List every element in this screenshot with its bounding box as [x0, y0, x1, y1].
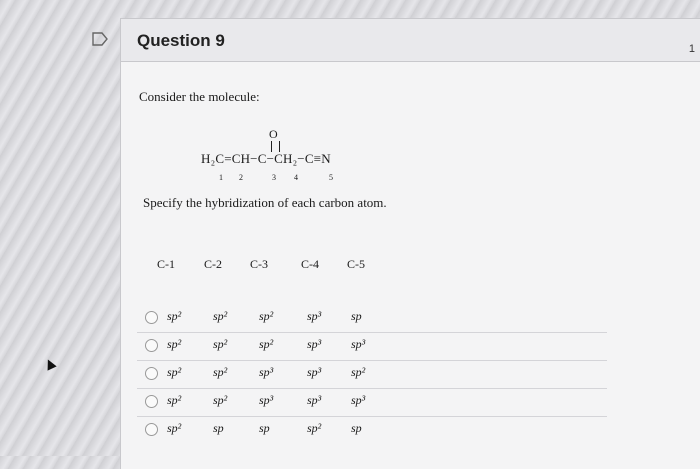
question-instruction: Specify the hybridization of each carbon atom. — [143, 195, 387, 210]
radio-button[interactable] — [145, 423, 158, 436]
answer-column-headers — [121, 257, 700, 273]
carbon-number: 5 — [329, 173, 333, 182]
carbon-number: 2 — [239, 173, 243, 182]
question-prompt: Consider the molecule: — [139, 89, 260, 104]
option-cell: sp² — [167, 393, 182, 407]
option-cell: sp² — [213, 393, 228, 407]
option-cell: sp — [351, 309, 362, 323]
option-cell: sp³ — [259, 365, 274, 379]
answer-option[interactable] — [137, 389, 607, 417]
option-cell: sp — [259, 421, 270, 435]
answer-option[interactable] — [137, 417, 607, 444]
option-cell: sp² — [167, 309, 182, 323]
option-cell: sp² — [259, 309, 274, 323]
column-header-c5: C-5 — [347, 257, 365, 271]
option-cell: sp³ — [351, 393, 366, 407]
radio-button[interactable] — [145, 311, 158, 324]
question-points: 1 — [688, 43, 695, 55]
radio-button[interactable] — [145, 339, 158, 352]
column-header-c1: C-1 — [157, 257, 175, 271]
option-cell: sp² — [351, 365, 366, 379]
option-cell: sp² — [167, 365, 182, 379]
carbon-number: 4 — [294, 173, 298, 182]
option-cell: sp³ — [307, 365, 322, 379]
column-header-c3: C-3 — [250, 257, 268, 271]
flag-icon[interactable] — [92, 32, 108, 46]
option-cell: sp² — [213, 337, 228, 351]
option-cell: sp² — [167, 337, 182, 351]
option-cell: sp² — [167, 421, 182, 435]
option-cell: sp — [351, 421, 362, 435]
oxygen-atom: O — [269, 127, 278, 141]
option-cell: sp² — [213, 309, 228, 323]
answer-option[interactable] — [137, 333, 607, 361]
mouse-cursor-icon — [43, 357, 56, 370]
question-title: Question 9 — [137, 31, 225, 50]
option-cell: sp³ — [259, 393, 274, 407]
question-card — [120, 18, 700, 469]
molecule-formula: H₂C=CH−C−CH₂−C≡N — [201, 151, 331, 166]
column-header-c2: C-2 — [204, 257, 222, 271]
answer-option[interactable] — [137, 361, 607, 389]
answer-option[interactable] — [137, 305, 607, 333]
molecule-structure — [201, 127, 411, 187]
option-cell: sp² — [259, 337, 274, 351]
radio-button[interactable] — [145, 395, 158, 408]
option-cell: sp² — [213, 365, 228, 379]
radio-button[interactable] — [145, 367, 158, 380]
carbon-number: 3 — [272, 173, 276, 182]
option-cell: sp³ — [307, 393, 322, 407]
question-header — [121, 19, 700, 62]
option-cell: sp — [213, 421, 224, 435]
carbon-number: 1 — [219, 173, 223, 182]
answer-options — [137, 305, 607, 444]
option-cell: sp² — [307, 421, 322, 435]
option-cell: sp³ — [351, 337, 366, 351]
column-header-c4: C-4 — [301, 257, 319, 271]
option-cell: sp³ — [307, 309, 322, 323]
option-cell: sp³ — [307, 337, 322, 351]
